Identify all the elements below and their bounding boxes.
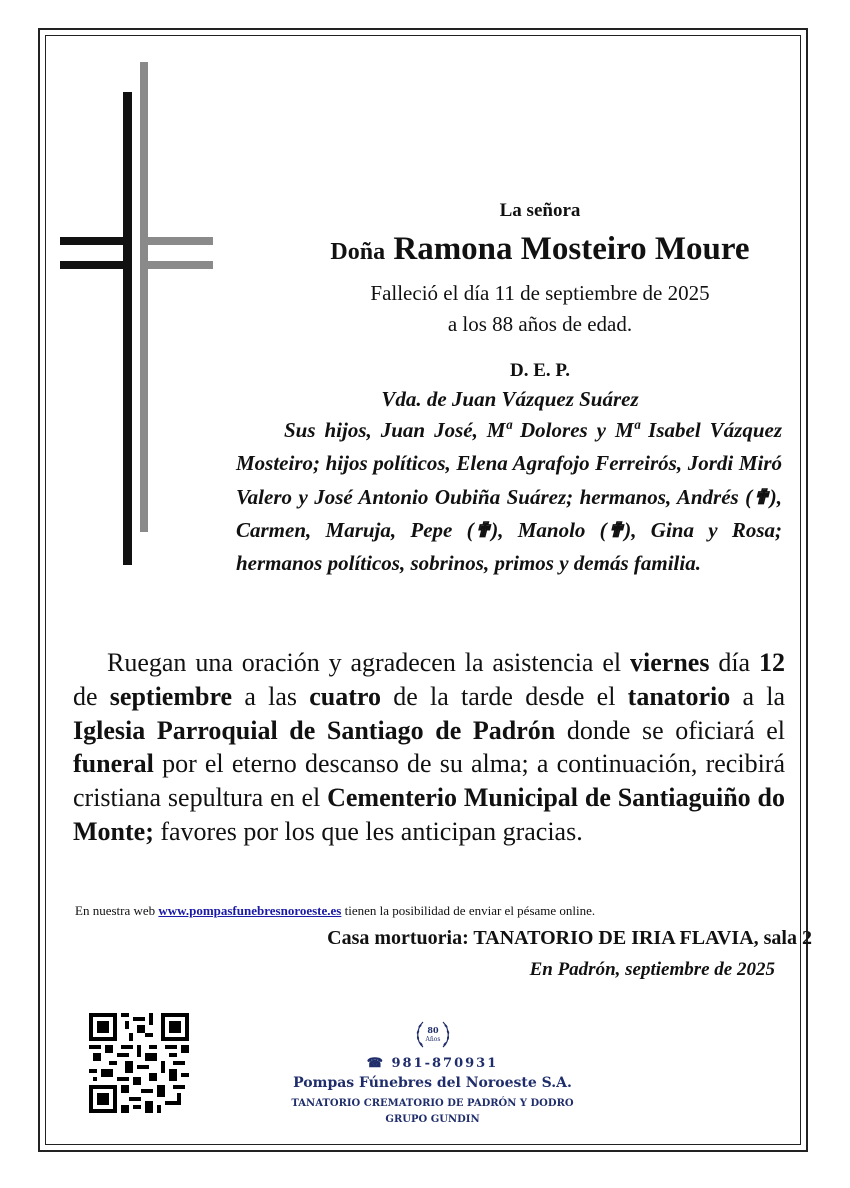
intro-label: La señora: [499, 200, 581, 221]
ceremony-highlight: septiembre: [109, 681, 233, 711]
dep-label: D. E. P.: [509, 360, 570, 381]
widow-line: Vda. de Juan Vázquez Suárez: [381, 387, 639, 411]
ceremony-text: Ruegan una oración y agradecen la asistencia el: [107, 648, 631, 677]
ceremony-text: de la tarde desde el: [380, 681, 628, 711]
emblem-word: Años: [425, 1036, 441, 1043]
age-line: a los 88 años de edad.: [447, 312, 633, 336]
place-date: En Padrón, septiembre de 2025: [529, 959, 775, 980]
web-note-text: tienen la posibilidad de enviar el pésame online.: [341, 903, 596, 918]
cross-small-icon: ✟: [606, 517, 625, 542]
ceremony-highlight: viernes: [630, 648, 710, 677]
phone-icon: ☎: [366, 1056, 385, 1071]
web-note: [75, 903, 775, 919]
company-group: GRUPO GUNDIN: [385, 1114, 480, 1125]
website-link[interactable]: www.pompasfunebresnoroeste.es: [158, 903, 342, 918]
ceremony-highlight: funeral: [73, 749, 154, 779]
family-text: Sus hijos, Juan José, Mª Dolores y Mª Isabel Vázquez Mosteiro; hijos políticos, Elena Agrafojo Ferreirós, Jordi Miró Valero y José Antonio Oubiña Suárez; hermanos, Andrés (: [236, 418, 782, 509]
death-date: Falleció el día 11 de septiembre de 2025: [370, 281, 710, 305]
cross-small-icon: ✟: [473, 517, 492, 542]
web-note-text: En nuestra web: [75, 903, 159, 918]
emblem-number: 80: [427, 1025, 439, 1035]
family-text: ), Gina y Rosa; hermanos políticos, sobrinos, primos y demás familia.: [236, 517, 782, 576]
family-text: ), Carmen, Maruja, Pepe (: [236, 484, 782, 542]
ceremony-text: a la: [730, 681, 786, 711]
phone-number: 981-870931: [391, 1056, 499, 1071]
phone-line: [250, 1056, 615, 1071]
ceremony-paragraph: [73, 646, 785, 849]
deceased-name: [270, 231, 810, 268]
ceremony-highlight: 12: [759, 648, 785, 677]
name-prefix: Doña: [330, 239, 386, 265]
ceremony-highlight: Iglesia Parroquial de Santiago de Padrón: [73, 715, 556, 745]
name-text: Ramona Mosteiro Moure: [393, 231, 750, 267]
ceremony-text: por el eterno descanso de su alma; a continuación, recibirá cristiana sepultura en el: [73, 749, 785, 813]
ceremony-text: a las: [232, 681, 310, 711]
ceremony-text: de: [73, 681, 110, 711]
company-name: Pompas Fúnebres del Noroeste S.A.: [293, 1075, 572, 1091]
ceremony-highlight: cuatro: [309, 681, 381, 711]
qr-code-icon[interactable]: [89, 1013, 189, 1113]
anniversary-emblem-icon: [413, 1017, 453, 1053]
family-paragraph: [236, 414, 782, 580]
ceremony-highlight: Cementerio Municipal de Santiaguiño do Monte;: [73, 783, 785, 846]
ceremony-text: donde se oficiará el: [555, 715, 785, 745]
cross-small-icon: ✟: [752, 484, 770, 509]
company-subtitle: TANATORIO CREMATORIO DE PADRÓN Y DODRO: [291, 1098, 574, 1109]
ceremony-highlight: tanatorio: [627, 681, 731, 711]
family-text: ), Manolo (: [491, 517, 607, 542]
ceremony-text: favores por los que les anticipan gracias.: [153, 816, 583, 846]
ceremony-text: día: [709, 648, 759, 677]
funeral-home: Casa mortuoria: TANATORIO DE IRIA FLAVIA, sala 2: [327, 927, 812, 949]
